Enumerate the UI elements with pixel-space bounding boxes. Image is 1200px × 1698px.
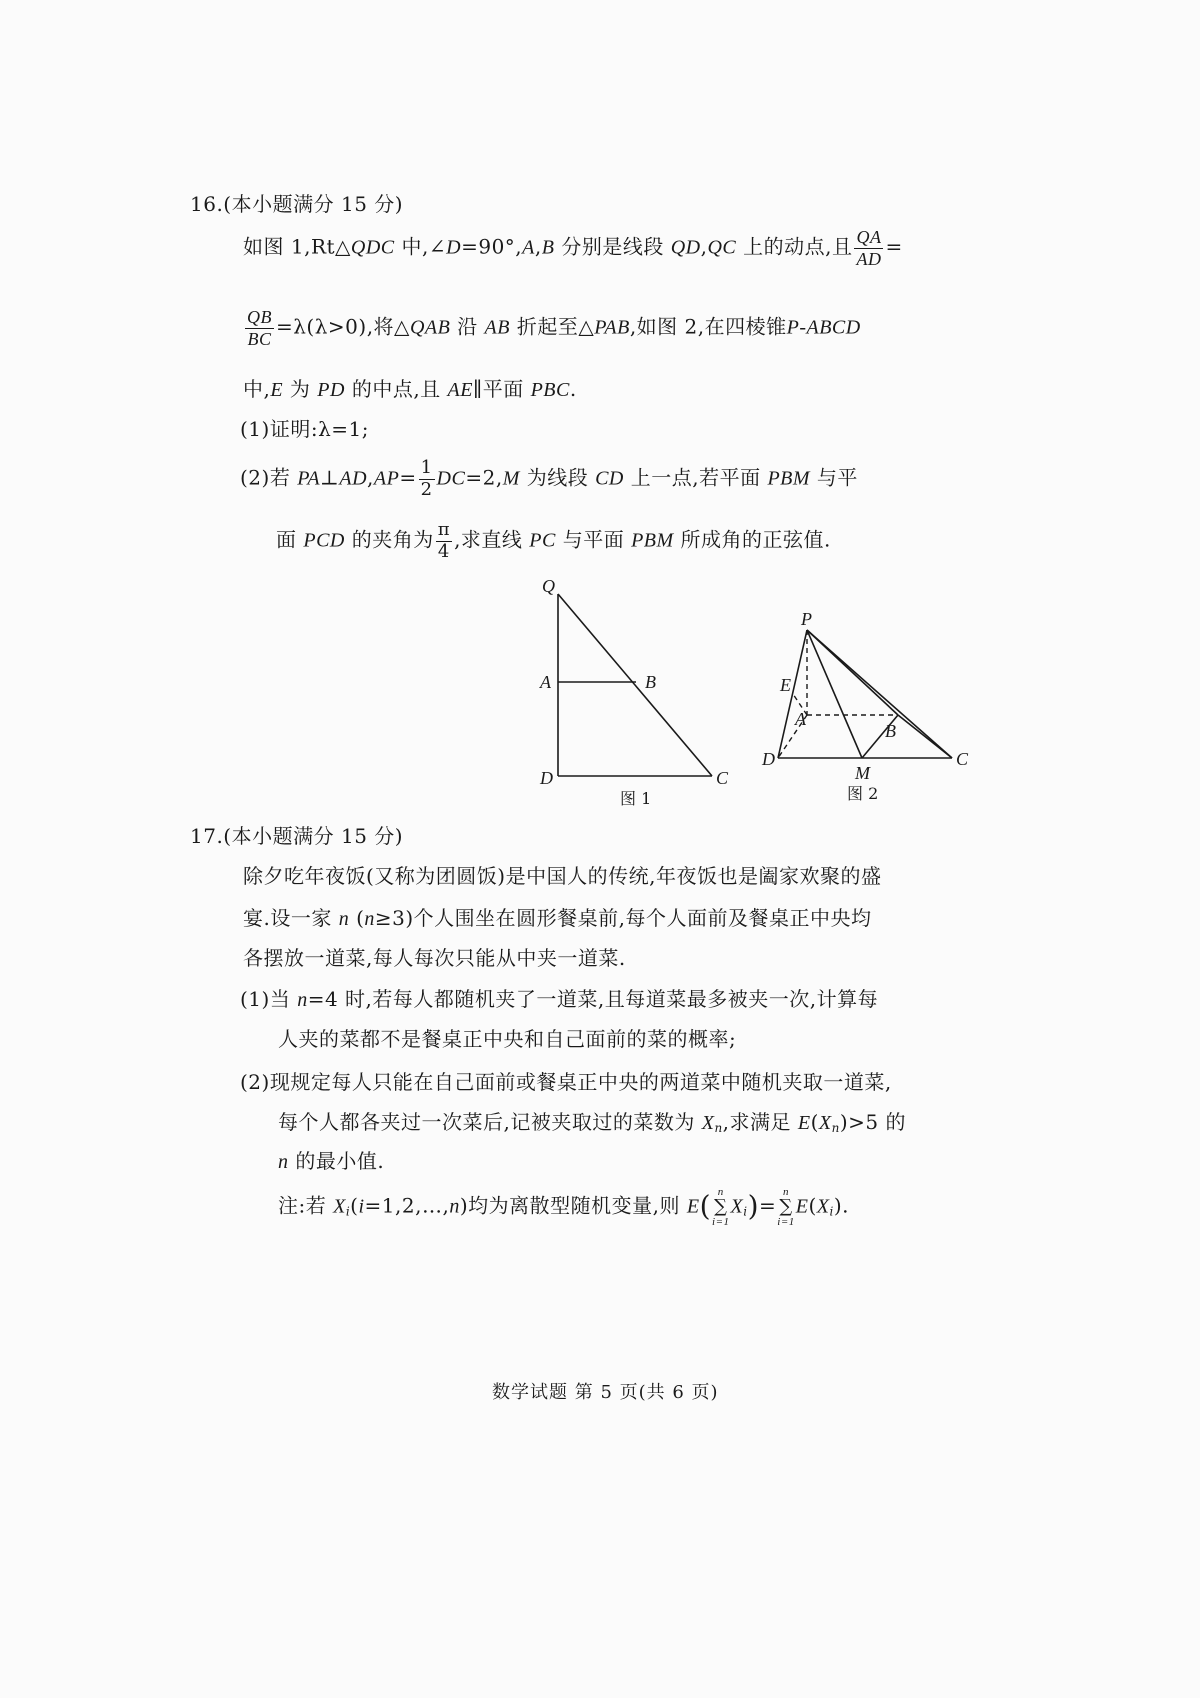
- sum-lower: i=1: [712, 1216, 730, 1228]
- text: =1,2,…,: [364, 1193, 450, 1218]
- text: n: [278, 1151, 289, 1173]
- text: PBM: [767, 467, 811, 490]
- figure-2-caption: 图 2: [847, 784, 879, 803]
- text: 中,∠: [394, 234, 447, 259]
- label-d: D: [762, 749, 775, 769]
- text: ≥3)个人围坐在圆形餐桌前,每个人面前及餐桌正中央均: [374, 906, 872, 930]
- text: 注:若: [278, 1193, 334, 1218]
- text: AP: [373, 467, 400, 490]
- text: =90°,: [461, 234, 523, 259]
- text: (2)若: [240, 465, 298, 490]
- text: DC: [436, 467, 466, 490]
- q17-part-2-line-3: [278, 1145, 384, 1174]
- figure-2-pyramid: [755, 605, 985, 810]
- text: 宴.设一家: [243, 906, 339, 930]
- numerator: π: [437, 519, 451, 540]
- text: (: [350, 1193, 359, 1218]
- text: =λ(λ>0),将△: [276, 314, 410, 339]
- text: ).: [833, 1193, 850, 1218]
- text: E: [795, 1195, 809, 1218]
- q17-note: [278, 1186, 849, 1228]
- text: 沿: [450, 314, 485, 339]
- text: 的中点,且: [344, 377, 448, 401]
- text: (: [808, 1193, 817, 1218]
- text: X: [818, 1112, 832, 1134]
- text: 与平: [810, 465, 858, 490]
- text: ∥平面: [472, 377, 531, 401]
- q17-part-1-line-2: 人夹的菜都不是餐桌正中央和自己面前的菜的概率;: [278, 1027, 737, 1051]
- label-e: E: [780, 675, 791, 695]
- text: A: [522, 236, 535, 259]
- q17-line-3: 各摆放一道菜,每人每次只能从中夹一道菜.: [243, 946, 626, 970]
- text: PBC: [530, 379, 570, 401]
- text: ,: [367, 465, 374, 490]
- text: ⊥: [320, 465, 340, 490]
- sum-lower: i=1: [777, 1216, 795, 1228]
- q16-header: 16.(本小题满分 15 分): [190, 192, 404, 216]
- text: PCD: [303, 529, 345, 552]
- text: X: [333, 1195, 346, 1218]
- figure-1-triangle: [530, 576, 750, 810]
- text: n: [338, 908, 350, 930]
- text: ,求满足: [722, 1110, 798, 1134]
- text: ,: [534, 234, 542, 259]
- text: E: [270, 379, 284, 401]
- text: AB: [484, 316, 510, 339]
- numerator: QB: [247, 307, 272, 327]
- label-p: P: [801, 609, 812, 629]
- text: PAB: [594, 316, 630, 339]
- text: 面: [276, 527, 304, 552]
- text: .: [569, 377, 577, 401]
- q16-line-3: [243, 373, 577, 402]
- text: X: [816, 1195, 830, 1218]
- text: E: [686, 1195, 700, 1218]
- q17-line-2: [243, 902, 872, 931]
- text: 每个人都各夹过一次菜后,记被夹取过的菜数为: [278, 1110, 702, 1134]
- page-footer: 数学试题 第 5 页(共 6 页): [492, 1382, 719, 1403]
- q17-line-1: 除夕吃年夜饭(又称为团圆饭)是中国人的传统,年夜饭也是阖家欢聚的盛: [243, 864, 882, 888]
- denominator: BC: [247, 328, 272, 349]
- label-a: A: [795, 709, 806, 729]
- q16-part-1: (1)证明:λ=1;: [240, 417, 369, 441]
- text: X: [730, 1195, 744, 1218]
- q16-line-1: [243, 227, 903, 269]
- subscript: i: [743, 1204, 748, 1219]
- text: =: [759, 1193, 777, 1218]
- text: )>5 的: [839, 1110, 907, 1134]
- edge-pm: [807, 630, 862, 758]
- sigma: ∑: [714, 1196, 728, 1217]
- text: 与平面: [555, 527, 632, 552]
- q16-line-2: [243, 307, 861, 349]
- text: X: [701, 1112, 715, 1134]
- text: =: [399, 465, 417, 490]
- left-paren: (: [699, 1189, 712, 1223]
- text: M: [502, 467, 520, 490]
- fraction-one-half: [419, 458, 435, 500]
- text: 折起至△: [509, 314, 595, 339]
- edge-pb: [807, 630, 898, 715]
- text: )均为离散型随机变量,则: [459, 1193, 687, 1218]
- text: AE: [447, 379, 473, 401]
- text: (1)当: [240, 987, 298, 1011]
- denominator: AD: [856, 248, 882, 269]
- text: PBM: [631, 529, 674, 552]
- label-m: M: [855, 763, 870, 783]
- text: 中,: [243, 377, 271, 401]
- text: QAB: [409, 316, 451, 339]
- text: ,: [700, 234, 708, 259]
- text: n: [449, 1195, 460, 1218]
- q16-part-2-line-1: [240, 458, 858, 500]
- label-c: C: [716, 768, 729, 788]
- text: D: [446, 236, 462, 259]
- numerator: QA: [856, 227, 882, 247]
- segment-qc: [558, 594, 712, 776]
- sum-upper: n: [783, 1186, 789, 1198]
- numerator: 1: [420, 457, 433, 478]
- fraction-qa-ad: [854, 227, 883, 269]
- text: i: [358, 1195, 365, 1218]
- subscript: n: [831, 1121, 840, 1135]
- text: CD: [595, 467, 624, 490]
- text: =: [885, 234, 903, 259]
- text: 的夹角为: [344, 527, 434, 552]
- text: 上一点,若平面: [623, 465, 768, 490]
- text: (: [810, 1110, 819, 1134]
- denominator: 4: [437, 540, 450, 562]
- summation-symbol: [712, 1186, 729, 1228]
- q16-part-2-line-2: [276, 520, 831, 562]
- label-b: B: [885, 721, 896, 741]
- text: =4 时,若每人都随机夹了一道菜,且每道菜最多被夹一次,计算每: [307, 987, 879, 1011]
- text: ,求直线: [454, 527, 530, 552]
- label-c: C: [956, 749, 969, 769]
- q17-header: 17.(本小题满分 15 分): [190, 824, 404, 848]
- text: 所成角的正弦值.: [673, 527, 831, 552]
- text: 如图 1,Rt△: [243, 234, 351, 259]
- text: 上的动点,且: [736, 234, 853, 259]
- text: QC: [707, 236, 737, 259]
- text: PA: [297, 467, 321, 490]
- text: 为: [283, 377, 318, 401]
- subscript: i: [345, 1204, 351, 1219]
- text: =2,: [465, 465, 503, 490]
- q17-part-2-line-2: [278, 1106, 906, 1135]
- q17-part-1-line-1: [240, 983, 878, 1012]
- text: AD: [339, 467, 368, 490]
- text: n: [364, 908, 375, 930]
- edge-pc: [807, 630, 952, 758]
- text: PD: [317, 379, 345, 401]
- subscript: i: [829, 1204, 834, 1219]
- text: QD: [670, 236, 701, 259]
- label-b: B: [645, 672, 656, 692]
- summation-symbol: [777, 1186, 794, 1228]
- text: 为线段: [519, 465, 596, 490]
- fraction-pi-over-4: [436, 520, 452, 562]
- text: P-ABCD: [786, 316, 861, 339]
- text: 分别是线段: [554, 234, 671, 259]
- text: B: [541, 236, 555, 259]
- text: 的最小值.: [288, 1149, 385, 1173]
- label-d: D: [540, 768, 553, 788]
- figure-1-caption: 图 1: [620, 789, 652, 808]
- sigma: ∑: [779, 1196, 793, 1217]
- q17-part-2-line-1: (2)现规定每人只能在自己面前或餐桌正中央的两道菜中随机夹取一道菜,: [240, 1070, 892, 1094]
- label-q: Q: [542, 576, 555, 596]
- text: E: [797, 1112, 811, 1134]
- fraction-qb-bc: [245, 307, 274, 349]
- denominator: 2: [420, 478, 433, 500]
- text: QDC: [350, 236, 395, 259]
- sum-upper: n: [717, 1186, 724, 1198]
- right-paren: ): [747, 1189, 759, 1223]
- text: n: [297, 989, 308, 1011]
- edge-bc: [898, 715, 952, 758]
- subscript: n: [714, 1121, 723, 1135]
- label-a: A: [540, 672, 551, 692]
- text: (: [349, 906, 365, 930]
- text: ,如图 2,在四棱锥: [629, 314, 787, 339]
- text: PC: [529, 529, 556, 552]
